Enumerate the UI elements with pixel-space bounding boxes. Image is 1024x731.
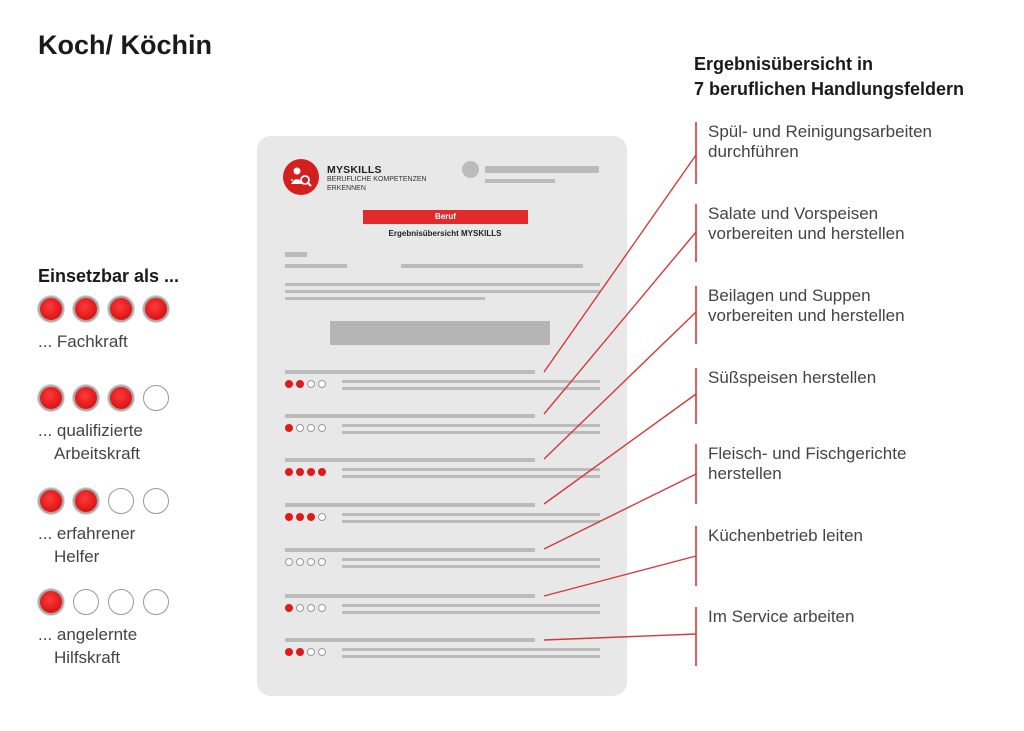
field-line-2: vorbereiten und herstellen xyxy=(708,306,905,325)
connector-line xyxy=(544,556,696,596)
level-label-line-2: Helfer xyxy=(54,547,100,566)
level-label-line-1: ... angelernte xyxy=(38,625,138,644)
legend-heading: Einsetzbar als ... xyxy=(38,266,180,286)
results-heading-line-1: Ergebnisübersicht in xyxy=(694,54,874,74)
connector-line xyxy=(544,474,696,549)
brand-name: MYSKILLS xyxy=(327,164,382,176)
field-line-2: durchführen xyxy=(708,142,799,161)
brand-tagline-1: BERUFLICHE KOMPETENZEN xyxy=(327,176,427,183)
field-line-1: Süßspeisen herstellen xyxy=(708,368,877,387)
field-line-1: Salate und Vorspeisen xyxy=(708,204,879,223)
level-label-line-1: ... erfahrener xyxy=(38,524,136,543)
level-label-line-1: ... Fachkraft xyxy=(38,332,128,351)
field-line-1: Im Service arbeiten xyxy=(708,607,855,626)
connector-line xyxy=(544,312,696,459)
field-line-1: Beilagen und Suppen xyxy=(708,286,871,305)
connector-line xyxy=(544,232,696,414)
field-line-1: Fleisch- und Fischgerichte xyxy=(708,444,907,463)
field-line-2: vorbereiten und herstellen xyxy=(708,224,905,243)
field-line-1: Spül- und Reinigungsarbeiten xyxy=(708,122,932,141)
level-label-line-2: Arbeitskraft xyxy=(54,444,140,463)
level-label-line-2: Hilfskraft xyxy=(54,648,121,667)
connector-line xyxy=(544,394,696,504)
beruf-badge: Beruf xyxy=(363,210,528,224)
connector-line xyxy=(544,155,696,372)
level-label-line-1: ... qualifizierte xyxy=(38,421,143,440)
connector-line xyxy=(544,634,696,640)
document-subtitle: Ergebnisübersicht MYSKILLS xyxy=(388,229,502,238)
brand-tagline-2: ERKENNEN xyxy=(327,185,366,192)
field-line-2: herstellen xyxy=(708,464,782,483)
page-title: Koch/ Köchin xyxy=(38,30,212,60)
field-line-1: Küchenbetrieb leiten xyxy=(708,526,864,545)
results-heading-line-2: 7 beruflichen Handlungsfeldern xyxy=(694,79,965,99)
